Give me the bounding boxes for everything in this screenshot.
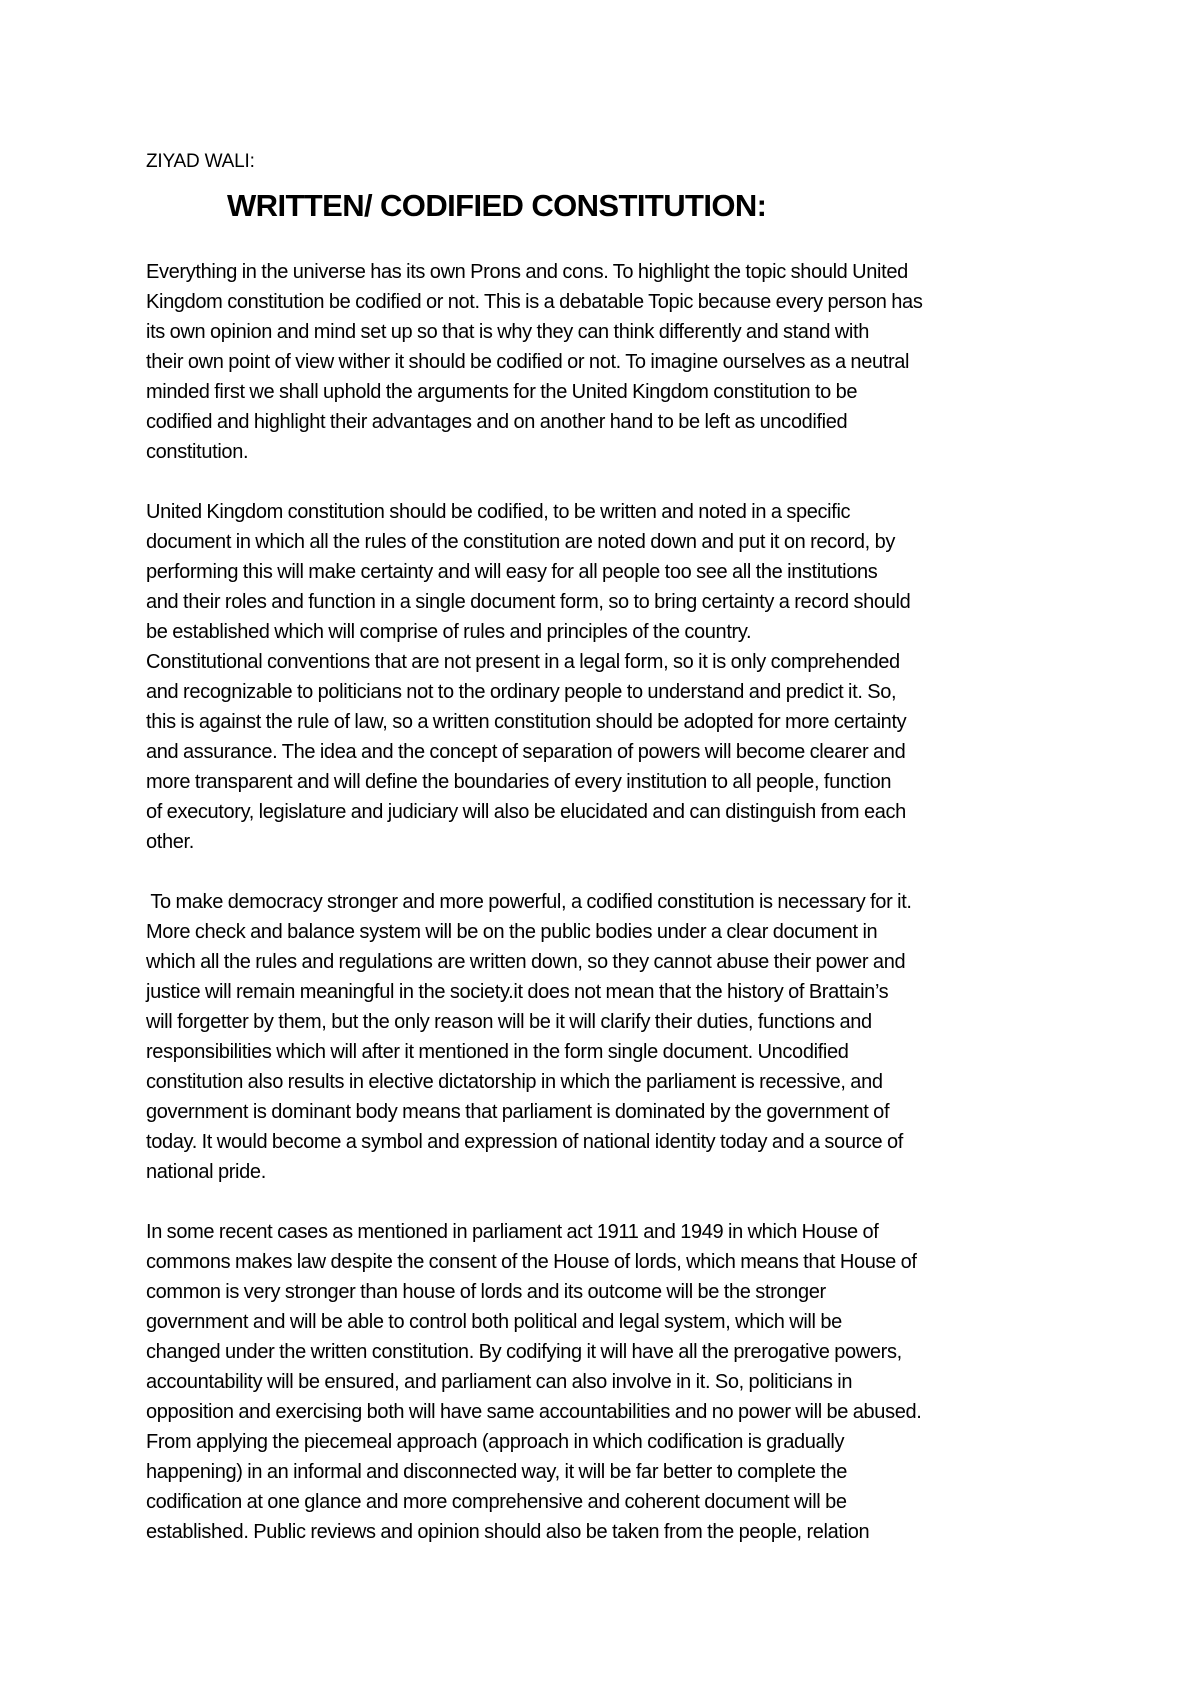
text-line: commons makes law despite the consent of the House of lords, which means that House of	[146, 1251, 917, 1273]
text-line: common is very stronger than house of lords and its outcome will be the stronger	[146, 1281, 826, 1303]
text-line: opposition and exercising both will have same accountabilities and no power will be abused.	[146, 1401, 922, 1423]
paragraph-codified-argument	[146, 497, 1066, 647]
text-line: which all the rules and regulations are written down, so they cannot abuse their power and	[146, 951, 906, 973]
paragraph-conventions	[146, 647, 1066, 857]
paragraph-democracy	[146, 887, 1066, 1187]
text-line: document in which all the rules of the constitution are noted down and put it on record, by	[146, 531, 896, 553]
text-line: happening) in an informal and disconnected way, it will be far better to complete the	[146, 1461, 848, 1483]
text-line: established. Public reviews and opinion should also be taken from the people, relation	[146, 1521, 870, 1543]
text-line: today. It would become a symbol and expression of national identity today and a source of	[146, 1131, 904, 1153]
text-line: their own point of view wither it should be codified or not. To imagine ourselves as a neutral	[146, 351, 910, 373]
text-line: and recognizable to politicians not to the ordinary people to understand and predict it. So,	[146, 681, 897, 703]
text-line: be established which will comprise of rules and principles of the country.	[146, 621, 752, 643]
text-line: justice will remain meaningful in the society.it does not mean that the history of Brattain’s	[146, 981, 889, 1003]
text-line: national pride.	[146, 1161, 266, 1183]
text-line: accountability will be ensured, and parliament can also involve in it. So, politicians in	[146, 1371, 853, 1393]
text-line: Kingdom constitution be codified or not. This is a debatable Topic because every person has	[146, 291, 923, 313]
text-line: government and will be able to control both political and legal system, which will be	[146, 1311, 842, 1333]
text-line: Constitutional conventions that are not present in a legal form, so it is only comprehended	[146, 651, 900, 673]
paragraph-parliament-act	[146, 1217, 1066, 1547]
text-line: government is dominant body means that parliament is dominated by the government of	[146, 1101, 890, 1123]
document-body	[146, 257, 1066, 1577]
text-line: In some recent cases as mentioned in parliament act 1911 and 1949 in which House of	[146, 1221, 879, 1243]
text-line: More check and balance system will be on the public bodies under a clear document in	[146, 921, 878, 943]
text-line: constitution.	[146, 441, 249, 463]
text-line: codified and highlight their advantages and on another hand to be left as uncodified	[146, 411, 848, 433]
text-line: To make democracy stronger and more powerful, a codified constitution is necessary for it.	[146, 891, 912, 913]
text-line: this is against the rule of law, so a written constitution should be adopted for more certainty	[146, 711, 907, 733]
text-line: United Kingdom constitution should be codified, to be written and noted in a specific	[146, 501, 851, 523]
text-line: and assurance. The idea and the concept of separation of powers will become clearer and	[146, 741, 906, 763]
text-line: its own opinion and mind set up so that is why they can think differently and stand with	[146, 321, 869, 343]
text-line: Everything in the universe has its own Prons and cons. To highlight the topic should United	[146, 261, 908, 283]
document-title: WRITTEN/ CODIFIED CONSTITUTION:	[227, 188, 767, 223]
text-line: performing this will make certainty and will easy for all people too see all the institutions	[146, 561, 878, 583]
text-line: changed under the written constitution. By codifying it will have all the prerogative powers,	[146, 1341, 902, 1363]
text-line: more transparent and will define the boundaries of every institution to all people, function	[146, 771, 892, 793]
text-line: and their roles and function in a single document form, so to bring certainty a record should	[146, 591, 911, 613]
text-line: constitution also results in elective dictatorship in which the parliament is recessive, and	[146, 1071, 883, 1093]
author-name: ZIYAD WALI:	[146, 151, 255, 172]
paragraph-intro	[146, 257, 1066, 467]
text-line: of executory, legislature and judiciary will also be elucidated and can distinguish from each	[146, 801, 906, 823]
text-line: codification at one glance and more comprehensive and coherent document will be	[146, 1491, 847, 1513]
text-line: responsibilities which will after it mentioned in the form single document. Uncodified	[146, 1041, 849, 1063]
text-line: will forgetter by them, but the only reason will be it will clarify their duties, functions and	[146, 1011, 872, 1033]
text-line: other.	[146, 831, 194, 853]
text-line: From applying the piecemeal approach (approach in which codification is gradually	[146, 1431, 845, 1453]
text-line: minded first we shall uphold the arguments for the United Kingdom constitution to be	[146, 381, 858, 403]
